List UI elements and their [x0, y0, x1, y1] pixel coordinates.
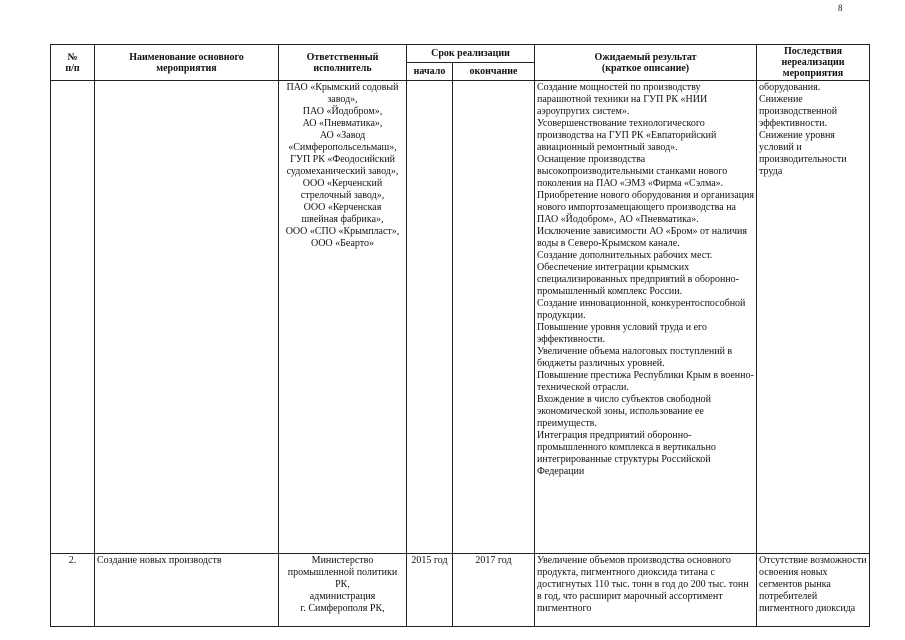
table-row [51, 554, 870, 627]
header-period: Срок реализации [407, 45, 535, 63]
cell-end: 2017 год [453, 554, 535, 627]
page-number: 8 [838, 3, 843, 13]
result-item: Создание дополнительных рабочих мест. [537, 250, 713, 261]
cell-start [407, 81, 453, 554]
result-item: Усовершенствование технологического производства на ГУП РК «Евпаторийский авиационный ремонтный завод». [537, 118, 717, 153]
cell-executor: ПАО «Крымский содовый завод», ПАО «Йодобром», АО «Пневматика», АО «Завод «Симферопольсельмаш», ГУП РК «Феодосийский судомеханический завод», ООО «Керченский стрелочный завод», ООО «Керченская швейная фабрика», ООО «СПО «Крымпласт», ООО «Беарто» [279, 81, 407, 554]
result-item: Повышение престижа Республики Крым в военно-технической отрасли. [537, 370, 754, 393]
header-start: начало [407, 63, 453, 81]
result-item: Оснащение производства высокопроизводительными станками нового поколения на ПАО «ЭМЗ «Фирма «Сэлма». [537, 154, 728, 189]
cell-num [51, 81, 95, 554]
result-item: Вхождение в число субъектов свободной экономической зоны, использование ее преимуществ. [537, 394, 712, 429]
cell-start: 2015 год [407, 554, 453, 627]
cell-name: Создание новых производств [95, 554, 279, 627]
result-item: Создание инновационной, конкурентоспособной продукции. [537, 298, 746, 321]
cell-result [535, 554, 757, 627]
cell-consequences: оборудования. Снижение производственной эффективности. Снижение уровня условий и производительности труда [757, 81, 870, 554]
header-num: № п/п [51, 45, 95, 81]
table-row [51, 81, 870, 554]
result-item: Обеспечение интеграции крымских специализированных предприятий в оборонно-промышленный комплекс России. [537, 262, 740, 297]
cell-num: 2. [51, 554, 95, 627]
header-executor: Ответственный исполнитель [279, 45, 407, 81]
header-name: Наименование основного мероприятия [95, 45, 279, 81]
result-item: Приобретение нового оборудования и организация нового импортозамещающего производства на ПАО «Йодобром», АО «Пневматика». [537, 190, 754, 225]
header-row-1 [51, 45, 870, 63]
result-item: Повышение уровня условий труда и его эффективности. [537, 322, 707, 345]
result-item: Создание мощностей по производству парашютной техники на ГУП РК «НИИ аэроупругих систем». [537, 82, 708, 117]
cell-end [453, 81, 535, 554]
header-result: Ожидаемый результат (краткое описание) [535, 45, 757, 81]
result-item: Увеличение объема налоговых поступлений в бюджеты различных уровней. [537, 346, 733, 369]
cell-name [95, 81, 279, 554]
header-end: окончание [453, 63, 535, 81]
cell-executor: Министерство промышленной политики РК, администрация г. Симферополя РК, [279, 554, 407, 627]
header-consequences: Последствия нереализации мероприятия [757, 45, 870, 81]
result-item: Увеличение объемов производства основного продукта, пигментного диоксида титана с достигнутых 110 тыс. тонн в год до 200 тыс. тонн в год, что расширит марочный ассортимент пигментного [537, 555, 749, 614]
result-item: Интеграция предприятий оборонно-промышленного комплекса в вертикально интегрированные структуры Российской Федерации [537, 430, 716, 477]
program-table [50, 44, 870, 627]
cell-consequences: Отсутствие возможности освоения новых сегментов рынка потребителей пигментного диоксида [757, 554, 870, 627]
cell-result [535, 81, 757, 554]
result-item: Исключение зависимости АО «Бром» от наличия воды в Северо-Крымском канале. [537, 226, 747, 249]
